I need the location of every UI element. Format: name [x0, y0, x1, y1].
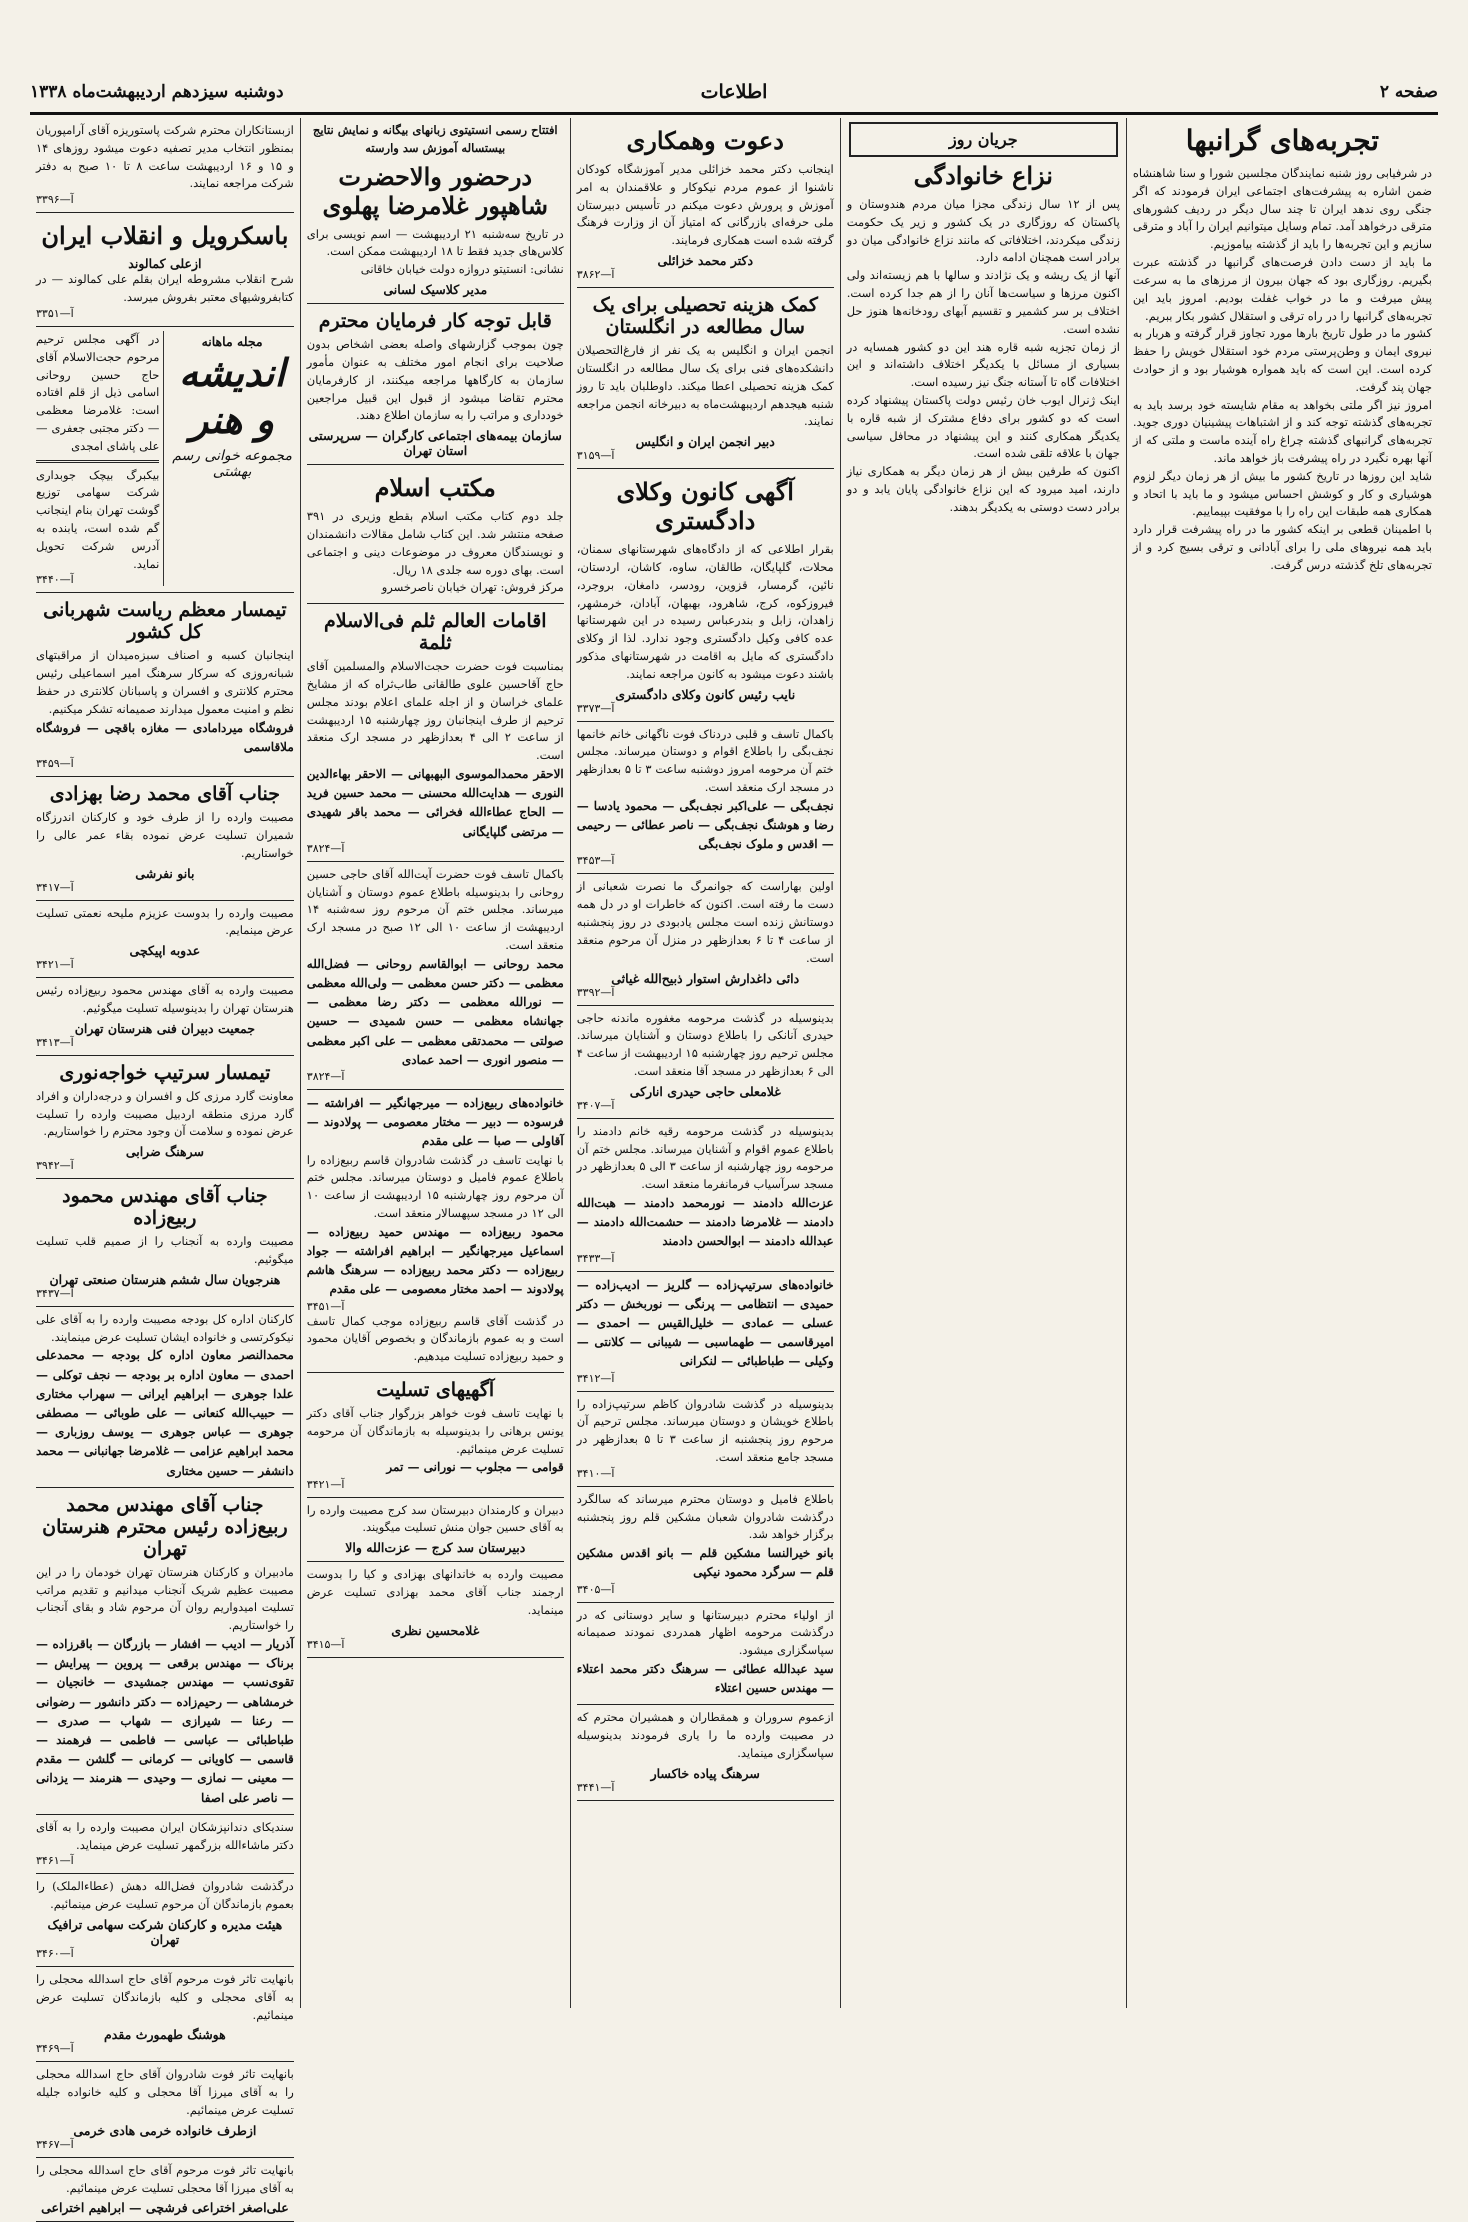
- nemati-signature: عدوبه اپیکچی: [129, 943, 201, 959]
- obituary-text: باطلاع فامیل و دوستان محترم میرساند که سالگرد درگذشت شادروان شعبان مشکین قلم روز پنجشنبه برگزار خواهد شد.: [576, 1491, 834, 1542]
- roohani-obituary: [307, 862, 564, 1090]
- invite-title: دعوت وهمکاری: [626, 126, 784, 155]
- behzadi-text: مصیبت وارده را از طرف خود و کارکنان اندرزگاه شمیران تسلیت عرض نموده بقاء عمر عالی را خواستاریم.: [36, 810, 294, 860]
- jaryan-column: [840, 118, 1126, 2008]
- book-author: ازعلی کمالوند: [128, 256, 202, 272]
- ad-code: آ—۳۴۳۳: [576, 1251, 615, 1265]
- ad-code: آ—۳۸۶۲: [576, 268, 615, 282]
- police-thanks-title: تیمسار معظم ریاست شهربانی کل کشور: [43, 599, 287, 644]
- book-text: شرح انقلاب مشروطه ایران بقلم علی کمالوند — در کتابفروشیهای معتبر بفروش میرسد.: [36, 272, 294, 305]
- invite-signature: دکتر محمد خزائلی: [657, 253, 754, 269]
- dentists-notice: [36, 1815, 294, 1875]
- magazine-subtitle: مجموعه خوانی رسم بهشتی: [172, 447, 292, 480]
- mohajeli-text: بانهایت تاثر فوت مرحوم آقای حاج اسدالله محجلی را به آقای میرزا آقا محجلی تسلیت عرض مینمائیم.: [36, 2162, 294, 2195]
- book-ad: [36, 213, 294, 327]
- obituary-names: عزت‌الله دادمند — نورمحمد دادمند — هبت‌الله دادمند — غلامرضا دادمند — حشمت‌الله دادمند — عبدالله دادمند — ابوالحسن دادمند: [576, 1196, 834, 1249]
- rabizadeh-condolence: در گذشت آقای قاسم ربیع‌زاده موجب کمال تاسف است و به عموم بازماندگان و بخصوص آقایان محمود و حمید ربیع‌زاده تسلیت میدهیم.: [306, 1313, 564, 1364]
- ad-code: آ—۳۴۱۷: [36, 880, 74, 894]
- ulama-title: اقامات العالم ثلم فی‌الاسلام ثلمة: [323, 610, 547, 655]
- teachers-text: مصیبت وارده به آقای مهندس محمود ربیع‌زاده رئیس هنرستان تهران را بدینوسیله تسلیت میگوئیم.: [36, 983, 294, 1015]
- ulama-notice: [307, 604, 564, 862]
- creditors-text: ازبستانکاران محترم شرکت پاستوریزه آقای آرامپوریان بمنظور انتخاب مدیر تصفیه دعوت میشود روزهای ۱۴ و ۱۵ و ۱۶ اردیبهشت ساعت ۸ تا ۱۰ صبح به دفتر شرکت مراجعه نمایند.: [36, 123, 294, 191]
- engineer-text: مصیبت وارده به آنجناب را از صمیم قلب تسلیت میگوئیم.: [36, 1234, 294, 1266]
- police-thanks: [36, 593, 294, 777]
- police-thanks-names: فروشگاه میردامادی — مغازه باقچی — فروشگاه ملاقاسمی: [36, 720, 294, 754]
- budget-names: محمدالنصر معاون اداره کل بودجه — محمدعلی احمدی — معاون اداره بر بودجه — نجف توکلی — علدا جوهری — ابراهیم ایرانی — سهراب مختاری — حبیب‌الله کنعانی — علی طوبائی — مصطفی جوهری — عباس جوهری — یوسف روزباری — محمد ابراهیم عزامی — غلامرضا جهانبانی — محمد دانشفر — حسین مختاری: [36, 1348, 294, 1478]
- ad-code: آ—۳۴۶۹: [36, 2042, 74, 2056]
- ad-code: آ—۳۸۲۴: [306, 1070, 345, 1083]
- behzadi-condolence-signature: غلامحسین نظری: [391, 1622, 480, 1638]
- khajenouri-title: تیمسار سرتیپ خواجه‌نوری: [59, 1061, 271, 1084]
- tehran-school-names: آذریار — ادیب — افشار — بازرگان — باقرزاده — برناک — مهندس برقعی — پروین — پیرایش — تقوی‌نسب — مهندس جمشیدی — خانجیان — خرمشاهی — رحیم‌زاده — دکتر دانشور — رضوانی — رعنا — شیرازی — شهاب — صدری — طباطبائی — عباسی — فاطمی — فرهمند — قاسمی — کاویانی — کرمانی — گلشن — مقدم — معینی — نمازی — وحیدی — هنرمند — یزدانی — ناصر علی اصفا: [36, 1637, 294, 1805]
- obituary: [577, 1272, 834, 1392]
- ad-code: آ—۳۴۱۵: [306, 1637, 345, 1651]
- shahpour-ad: [307, 118, 564, 304]
- ad-code: آ—۳۴۰۵: [576, 1582, 615, 1596]
- invite-ad: [577, 118, 834, 288]
- labor-notice: [307, 304, 564, 465]
- khajenouri-signature: سرهنگ ضرابی: [125, 1144, 204, 1160]
- lawyers-signature: نایب رئیس کانون وکلای دادگستری: [615, 686, 796, 702]
- tehran-school-notice: [36, 1488, 294, 1815]
- mohajeli-signature: علی‌اصغر اختراعی فرشچی — ابراهیم اختراعی: [41, 2200, 289, 2216]
- divider: [36, 460, 159, 463]
- ad-code: آ—۳۳۹۲: [576, 985, 615, 999]
- editorial-paragraph: شاید این روزها در تاریخ کشور ما بیش از هر زمان دیگر لزوم هوشیاری و کار و کوشش احساس میشود و ما باید با اتحاد و همکاری همه طبقات این راه را با موفقیت بپیماییم.: [1132, 468, 1432, 519]
- shahpour-signature: مدیر کلاسیک لسانی: [383, 282, 488, 298]
- behzadi-title: جناب آقای محمد رضا بهزادی: [49, 783, 281, 806]
- obituary-names: سید عبدالله عطائی — سرهنگ دکتر محمد اعتلاء — مهندس حسین اعتلاء: [576, 1662, 834, 1696]
- magazine-title: اندیشه و هنر: [179, 349, 286, 443]
- newspaper-name: اطلاعات: [700, 81, 768, 103]
- lawyers-title: آگهی کانون وکلای دادگستری: [616, 477, 794, 536]
- ad-code: آ—۳۹۴۲: [36, 1159, 74, 1173]
- grant-title: کمک هزینه تحصیلی برای یک سال مطالعه در انگلستان: [592, 294, 818, 339]
- ad-code: آ—۳۸۲۴: [306, 841, 345, 855]
- behzadi-condolence: [307, 1562, 564, 1657]
- correction-text: در آگهی مجلس ترحیم مرحوم حجت‌الاسلام آقای حاج حسین روحانی اسامی ذیل از قلم افتاده است: غلامرضا معظمی — دکتر مجتبی جعفری — علی پاشای امجدی: [36, 331, 160, 453]
- ad-code: آ—۳۴۵۱: [306, 1299, 345, 1313]
- islam-address: مرکز فروش: تهران خیابان ناصرخسرو: [381, 580, 564, 595]
- lawyers-text: بقرار اطلاعی که از دادگاه‌های شهرستانهای سمنان، محلات، گلپایگان، طالقان، ساوه، کاشان، اردستان، نائین، گرمسار، قزوین، رودسر، دامغان، بروجرد، فیروزکوه، کرج، شاهرود، بهبهان، آبادان، خرمشهر، زاهدان، زابل و بندرعباس رسیده در این شهرستانها عده کافی وکیل دادگستری وجود ندارد. لذا از وکلای دادگستری که مایل به اقامت در شهرستانهای مذکور باشند دعوت میشود به کانون مراجعه نمایند.: [576, 542, 834, 681]
- islam-title: مکتب اسلام: [374, 473, 496, 503]
- ad-code: آ—۳۴۶۱: [36, 1854, 74, 1868]
- roohani-text: باکمال تاسف فوت حضرت آیت‌الله آقای حاجی حسین روحانی را بدینوسیله باطلاع عموم دوستان و آشنایان میرساند. مجلس ختم آن مرحوم روز سه‌شنبه ۱۴ اردیبهشت از ساعت ۱۰ الی ۱۲ صبح در مسجد ارک منعقد است.: [306, 866, 564, 953]
- jaryan-paragraph: پس از ۱۲ سال زندگی مجزا میان مردم هندوستان و پاکستان که روزگاری در یک کشور و زیر یک حکومت زندگی میکردند، اختلافاتی که مانند نزاع خانوادگی میان دو برادر است همچنان ادامه دارد.: [846, 197, 1120, 265]
- issue-date: دوشنبه سیزدهم اردیبهشت‌ماه ۱۳۳۸: [30, 82, 284, 102]
- obituary-text: اولین بهاراست که جوانمرگ ما نصرت شعبانی از دست ما رفته است. اکنون که خاطرات او در دل همه دوستانش زنده است مجلس یادبودی در روز پنجشنبه از ساعت ۴ تا ۶ بعدازظهر در منزل آن مرحوم منعقد است.: [576, 879, 834, 965]
- editorial-paragraph: با اطمینان قطعی بر اینکه کشور ما در راه پیشرفت قرار دارد باید همه نیروهای ملی را برای آبادانی و ترقی بسیج کرد و از تجربه‌های تلخ گذشته درس گرفت.: [1132, 522, 1432, 572]
- shahpour-lead: افتتاح رسمی انستیتوی زبانهای بیگانه و نمایش نتایج بیستساله آموزش سد وارسته: [312, 123, 558, 155]
- jaryan-paragraph: از زمان تجزیه شبه قاره هند این دو کشور همسایه در بسیاری از مسائل با یکدیگر اختلاف داشته‌اند و این اختلافات گاه تا آستانه جنگ نیز رسیده است.: [846, 339, 1120, 390]
- side-notices: [36, 331, 164, 587]
- grant-signature: دبیر انجمن ایران و انگلیس: [635, 434, 775, 450]
- ad-code: آ—۳۴۳۷: [36, 1286, 74, 1300]
- shahpour-address: نشانی: انستیتو دروازه دولت خیابان خاقانی: [360, 262, 564, 277]
- ad-code: آ—۳۴۴۰: [36, 573, 74, 587]
- magazine-row: [36, 327, 294, 594]
- school-condolence: [307, 1498, 564, 1563]
- rabizadeh-obituary: [307, 1090, 564, 1373]
- teachers-notice: [36, 978, 294, 1056]
- budget-notice: [36, 1307, 294, 1488]
- jaryan-badge: [849, 122, 1118, 157]
- ulama-names: الاحقر محمدالموسوی البهبهانی — الاحقر بهاءالدین النوری — هدایت‌الله محسنی — محمد حسین فرید — الحاج عطاءالله فخرائی — محمد باقر شهیدی — مرتضی گلپایگانی: [306, 767, 564, 839]
- traffic-notice: [36, 1874, 294, 1967]
- ad-code: آ—۳۳۷۳: [576, 701, 615, 715]
- jaryan-paragraph: آنها از یک ریشه و یک نژادند و سالها با هم زیسته‌اند ولی اکنون مرزها و سیاست‌ها آنان را از هم جدا کرده است. اختلاف بر سر کشمیر و تقسیم آبهای رودخانه‌ها هنوز حل نشده است.: [846, 268, 1120, 336]
- ad-code: آ—۳۳۵۱: [36, 306, 74, 320]
- mohajeli-signature: هوشنگ طهمورث مقدم: [104, 2027, 226, 2043]
- school-text: دبیران و کارمندان دبیرستان سد کرج مصیبت وارده را به آقای حسین جوان منش تسلیت میگویند.: [306, 1502, 564, 1535]
- page-columns: [30, 118, 1438, 2216]
- obituary-signature: غلامعلی حاجی حیدری انارکی: [629, 1083, 781, 1099]
- obituary: [577, 1006, 834, 1119]
- obituary-text: بدینوسیله در گذشت مرحومه مغفوره ماندنه حاجی حیدری آنانکی را باطلاع دوستان و آشنایان میرساند. مجلس ترحیم روز چهارشنبه ۱۵ اردیبهشت از ساعت ۴ الی ۶ بعدازظهر در مسجد آقا منعقد است.: [576, 1010, 834, 1078]
- book-title: باسکرویل و انقلاب ایران: [41, 221, 289, 251]
- creditors-notice: [36, 118, 294, 213]
- editorial-paragraph: ما باید از دست دادن فرصت‌های گرانبها در گذشته عبرت بگیریم. روزگاری بود که جهان بیرون از مرزهای ما به سرعت پیش میرفت و ما در خواب غفلت بودیم. امروز باید این تجربه‌های گرانبها را در راه ترقی و استقلال کشور بکار ببریم.: [1132, 255, 1432, 323]
- magazine-ad: [170, 331, 293, 587]
- tehran-school-title: جناب آقای مهندس محمد ربیع‌زاده رئیس محترم هنرستان تهران: [42, 1493, 288, 1560]
- labor-signature: سازمان بیمه‌های اجتماعی کارگران — سرپرستی استان تهران: [308, 428, 562, 459]
- police-thanks-text: اینجانبان کسبه و اصناف سبزه‌میدان از مراقبتهای شبانه‌روزی که سرکار سرهنگ امیر اسماعیلی رئیس محترم کلانتری و افسران و پاسبانان کلانتری در حفظ نظم و امنیت معمول میدارند صمیمانه تشکر میکنیم.: [36, 648, 294, 716]
- ad-code: آ—۳۴۵۹: [36, 757, 74, 771]
- rabizadeh-text: با نهایت تاسف در گذشت شادروان قاسم ربیع‌زاده را باطلاع عموم فامیل و دوستان میرساند. مجلس ختم آن مرحوم روز چهارشنبه ۱۵ اردیبهشت از ساعت ۱۰ الی ۱۲ در مسجد سپهسالار منعقد است.: [306, 1152, 564, 1220]
- ad-code: آ—۳۴۲۱: [306, 1477, 345, 1491]
- condolences-names: قوامی — مجلوب — نورانی — تمر: [386, 1460, 564, 1475]
- condolences-section: [307, 1373, 564, 1498]
- traffic-text: درگذشت شادروان فضل‌الله دهش (عطاءالملک) را بعموم بازماندگان آن مرحوم تسلیت عرض مینمائیم.: [36, 1879, 294, 1912]
- obituary: [577, 1603, 834, 1706]
- ad-code: آ—۳۴۴۱: [576, 1780, 615, 1794]
- obituary-names: بانو خیرالنسا مشکین قلم — بانو اقدس مشکین قلم — سرگرد محمود نیکپی: [576, 1546, 834, 1580]
- ad-code: آ—۳۴۲۱: [36, 958, 74, 972]
- obituary: [577, 874, 834, 1005]
- obituary: [577, 722, 834, 875]
- editorial-paragraph: امروز نیز اگر ملتی بخواهد به مقام شایسته خود برسد باید به تجربه‌های گذشته توجه کند و از اشتباهات پیشینیان دوری جوید. تجربه‌های گرانبهای گذشته چراغ راه آینده ماست و ملتی که از آنها بهره نگیرد در راه پیشرفت باز خواهد ماند.: [1132, 397, 1432, 465]
- condolences-title: آگهیهای تسلیت: [376, 1379, 495, 1401]
- engineer-title: جناب آقای مهندس محمود ربیع‌زاده: [62, 1185, 268, 1230]
- page-number: صفحه ۲: [1379, 82, 1438, 102]
- budget-text: کارکنان اداره کل بودجه مصیبت وارده را به آقای علی نیکوکرتسی و خانواده ایشان تسلیت عرض مینمایند.: [36, 1311, 294, 1344]
- obituary-text: بدینوسیله در گذشت مرحومه رقیه خانم دادمند را باطلاع عموم اقوام و آشنایان میرساند. مجلس ختم آن مرحومه روز چهارشنبه از ساعت ۳ الی ۵ بعدازظهر در مسجد سرآسیاب فرمانفرما منعقد است.: [576, 1123, 834, 1192]
- obituary-text: باکمال تاسف و قلبی دردناک فوت ناگهانی خانم خانمها نجف‌بگی را باطلاع اقوام و دوستان میرساند. مجلس ختم آن مرحومه امروز دوشنبه ساعت ۳ تا ۵ بعدازظهر در مسجد ارک منعقد است.: [576, 726, 834, 795]
- lawyers-ad: [577, 469, 834, 722]
- obituary: [577, 1119, 834, 1272]
- shahpour-title: درحضور والاحضرت شاهپور غلامرضا پهلوی: [322, 161, 549, 220]
- obituary-signature: دائی داغدارش استوار ذبیح‌الله غیاثی: [611, 970, 800, 986]
- labor-text: چون بموجب گزارشهای واصله بعضی اشخاص بدون صلاحیت برای انجام امور مختلف به عنوان مأمور سازمان به کارگاهها مراجعه میکنند، از کارفرمایان محترم تقاضا میشود از قبول این قبیل مراجعین خودداری و مراتب را به سازمان اطلاع دهند.: [306, 337, 564, 423]
- mohajeli-text: بانهایت تاثر فوت مرحوم آقای حاج اسدالله محجلی را به آقای محجلی و کلیه بازماندگان تسلیت عرض مینمائیم.: [36, 1971, 294, 2022]
- khajenouri-text: معاونت گارد مرزی کل و افسران و درجه‌داران و افراد گارد مرزی منطقه اردبیل مصیبت وارده را تسلیت عرض نموده و سلامت آن وجود محترم را خواستاریم.: [36, 1088, 294, 1139]
- obituary-names: خانواده‌های سرتیپ‌زاده — گلریز — ادیب‌زاده — حمیدی — انتظامی — پرنگی — نوربخش — دکتر عسلی — عمادی — خلیل‌القیس — احمدی — امیرقاسمی — طهماسبی — شیبانی — کلانتی — وکیلی — طباطبائی — لنکرانی: [576, 1277, 834, 1369]
- center-announcements-column: [570, 118, 840, 2008]
- labor-title: قابل توجه کار فرمایان محترم: [318, 310, 552, 333]
- masthead: [30, 72, 1438, 115]
- behzadi-signature: بانو نفرشی: [135, 865, 195, 881]
- islam-book-ad: [307, 465, 564, 604]
- rabizadeh-names: محمود ربیع‌زاده — مهندس حمید ربیع‌زاده — اسماعیل میرجهانگیر — ابراهیم افراشته — جواد ربیع‌زاده — دکتر محمد ربیع‌زاده — سرهنگ هاشم پولادوند — احمد مختار معصومی — علی مقدم: [306, 1224, 564, 1297]
- dentists-text: سندیکای دندانپزشکان ایران مصیبت وارده را به آقای دکتر ماشاءالله بزرگمهر تسلیت عرض مینماید.: [36, 1819, 294, 1852]
- obituary: [577, 1705, 834, 1800]
- ad-code: آ—۳۴۶۰: [36, 1946, 74, 1960]
- obituary-names: نجف‌بگی — علی‌اکبر نجف‌بگی — محمود یادسا — رضا و هوشنگ نجف‌بگی — ناصر عطائی — رحیمی — اقدس و ملوک نجف‌بگی: [576, 798, 834, 852]
- ad-code: آ—۳۱۵۹: [576, 449, 615, 463]
- left-ads-column: [30, 118, 300, 2216]
- obituary-text: بدینوسیله در گذشت شادروان کاظم سرتیپ‌زاده را باطلاع خویشان و دوستان میرساند. مجلس ترحیم آن مرحوم روز پنجشنبه از ساعت ۳ تا ۵ بعدازظهر در مسجد جامع منعقد است.: [576, 1396, 834, 1464]
- tehran-school-text: مادبیران و کارکنان هنرستان تهران خودمان را در این مصیبت عظیم شریک آنجناب میدانیم و تقدیم مراتب تسلیت امیدواریم روان آن مرحوم شاد و بقای آنجناب را خواستاریم.: [36, 1564, 294, 1633]
- obituary-signature: سرهنگ پیاده خاکسار: [650, 1765, 760, 1781]
- ad-code: آ—۳۳۹۶: [36, 193, 74, 207]
- nemati-notice: [36, 901, 294, 979]
- middle-notices-column: [300, 118, 570, 2008]
- jaryan-paragraph: اکنون که طرفین بیش از هر زمان دیگر به همکاری نیاز دارند، امید میرود که این نزاع خانوادگی پایان یابد و دو برادر دست دوستی به یکدیگر بدهند.: [846, 464, 1120, 514]
- mohajeli-notice: [36, 1967, 294, 2062]
- mohajeli-notice: [36, 2158, 294, 2222]
- grant-ad: [577, 288, 834, 469]
- grant-text: انجمن ایران و انگلیس به یک نفر از فارغ‌التحصیلان دانشکده‌های فنی برای یک سال مطالعه در انگلستان کمک هزینه تحصیلی اعطا میکند. داوطلبان باید تا روز شنبه هیجدهم اردیبهشت‌ماه به دبیرخانه انجمن مراجعه نمایند.: [576, 343, 834, 429]
- teachers-signature: جمعیت دبیران فنی هنرستان تهران: [74, 1020, 256, 1036]
- editorial-paragraph: کشور ما در طول تاریخ بارها مورد تجاوز قرار گرفته و هربار به نیروی ایمان و وطن‌پرستی مردم خود استقلال خویش را حفظ کرده است. این است که باید همواره هوشیار بود و از حوادث جهان پند گرفت.: [1132, 326, 1432, 394]
- khajenouri-notice: [36, 1056, 294, 1179]
- editorial-title: تجربه‌های گرانبها: [1185, 124, 1380, 157]
- traffic-signature: هیئت مدیره و کارکنان شرکت سهامی ترافیک تهران: [47, 1916, 283, 1947]
- roohani-names: محمد روحانی — ابوالقاسم روحانی — فضل‌الله معظمی — دکتر حسن معظمی — ولی‌الله معظمی — نورالله معظمی — دکتر رضا معظمی — جهانشاه معظمی — حسن شمیدی — حسین صولتی — محمدتقی معظمی — علی اکبر معظمی — منصور انوری — احمد عمادی: [306, 956, 564, 1067]
- mohajeli-text: بانهایت تاثر فوت شادروان آقای حاج اسدالله محجلی را به آقای میرزا آقا محجلی و کلیه خانواده جلیله تسلیت عرض مینمائیم.: [36, 2067, 294, 2117]
- engineer-signature: هنرجویان سال ششم هنرستان صنعتی تهران: [49, 1271, 281, 1287]
- jaryan-title: نزاع خانوادگی: [913, 161, 1053, 190]
- rabizadeh-families: خانواده‌های ربیع‌زاده — میرجهانگیر — افراشته — فرسوده — دبیر — مختار معصومی — پولادوند — آقاولی — صبا — علی مقدم: [306, 1096, 564, 1149]
- invite-text: اینجانب دکتر محمد خزائلی مدیر آموزشگاه کودکان ناشنوا از عموم مردم نیکوکار و علاقمندان به امر آموزش و پرورش دعوت میکنم در تأسیس دبیرستان ملی حرفه‌ای بازرگانی که امتیاز آن از وزارت فرهنگ گرفته شده است همکاری فرمایند.: [576, 162, 834, 248]
- school-signature: دبیرستان سد کرج — عزت‌الله والا: [345, 1540, 526, 1556]
- mohajeli-notice: [36, 2062, 294, 2157]
- obituary: [577, 1487, 834, 1603]
- editorial-column: [1126, 118, 1438, 2008]
- behzadi-condolence-text: مصیبت وارده به خاندانهای بهزادی و کیا را بدوست ارجمند جناب آقای محمد بهزادی تسلیت عرض مینماید.: [306, 1567, 564, 1617]
- ad-code: آ—۳۴۱۳: [36, 1035, 74, 1049]
- editorial-paragraph: در شرفیابی روز شنبه نمایندگان مجلسین شورا و سنا شاهنشاه ضمن اشاره به پیشرفت‌های اجتماعی ایران فرمودند که اگر جنگی روی ندهد ایران تا چند سال دیگر در ردیف کشورهای مترقی درخواهد آمد. تمام وسایل میتوانیم ایران را آباد و مترقی سازیم و این تجربه‌ها را باید از گذشته بیاموزیم.: [1132, 166, 1432, 252]
- mohajeli-signature: ازطرف خانواده خرمی هادی خرمی: [73, 2122, 257, 2138]
- lost-check-text: بیکبرگ بیچک جوبداری شرکت سهامی توزیع گوشت تهران بنام اینجانب گم شده است، یابنده به آدرس شرکت تحویل نماید.: [36, 467, 160, 571]
- jaryan-paragraph: اینک ژنرال ایوب خان رئیس دولت پاکستان پیشنهاد کرده است که دو کشور برای دفاع مشترک از شبه قاره با یکدیگر همکاری کنند و این پیشنهاد در محافل سیاسی جهان با علاقه تلقی شده است.: [846, 392, 1120, 461]
- ad-code: آ—۳۴۰۷: [576, 1098, 615, 1112]
- magazine-label: مجله ماهانه: [201, 333, 263, 349]
- jaryan-badge-label: جریان روز: [949, 130, 1018, 149]
- behzadi-notice: [36, 777, 294, 900]
- obituary-text: ازعموم سروران و همقطاران و همشیران محترم که در مصیبت وارده ما را یاری فرمودند بدینوسیله سپاسگزاری مینماید.: [576, 1710, 834, 1760]
- ad-code: آ—۳۴۵۳: [576, 854, 615, 868]
- obituary: [577, 1392, 834, 1487]
- ad-code: آ—۳۴۱۰: [576, 1466, 615, 1480]
- ulama-text: بمناسبت فوت حضرت حجت‌الاسلام والمسلمین آقای حاج آقاحسین علوی طالقانی طاب‌ثراه که از مشایخ علمای خراسان و از اجله علمای اعلام بودند مجلس ترحیم از طرف اینجانبان روز چهارشنبه ۱۵ اردیبهشت از ساعت ۲ الی ۴ بعدازظهر در مسجد ارک منعقد است.: [306, 659, 564, 763]
- engineer-notice: [36, 1179, 294, 1307]
- shahpour-text: در تاریخ سه‌شنبه ۲۱ اردیبهشت — اسم نویسی برای کلاس‌های جدید فقط تا ۱۸ اردیبهشت ممکن است.: [306, 226, 564, 259]
- islam-text: جلد دوم کتاب مکتب اسلام بقطع وزیری در ۳۹۱ صفحه منتشر شد. این کتاب شامل مقالات دانشمندان و نویسندگان معروف در موضوعات دینی و اجتماعی است. بهای دوره سه جلدی ۱۸ ریال.: [306, 509, 564, 577]
- ad-code: آ—۳۴۶۷: [36, 2137, 74, 2151]
- condolences-text: با نهایت تاسف فوت خواهر بزرگوار جناب آقای دکتر یونس برهانی را بدینوسیله به بازماندگان آن مرحومه تسلیت عرض مینمائیم.: [306, 1406, 564, 1456]
- ad-code: آ—۳۴۱۲: [576, 1371, 615, 1385]
- obituary-text: از اولیاء محترم دبیرستانها و سایر دوستانی که در درگذشت مرحومه اظهار همدردی نمودند صمیمانه سپاسگزاری میشود.: [576, 1607, 834, 1658]
- nemati-text: مصیبت وارده را بدوست عزیزم مليحه نعمتی تسلیت عرض مینمایم.: [36, 905, 294, 938]
